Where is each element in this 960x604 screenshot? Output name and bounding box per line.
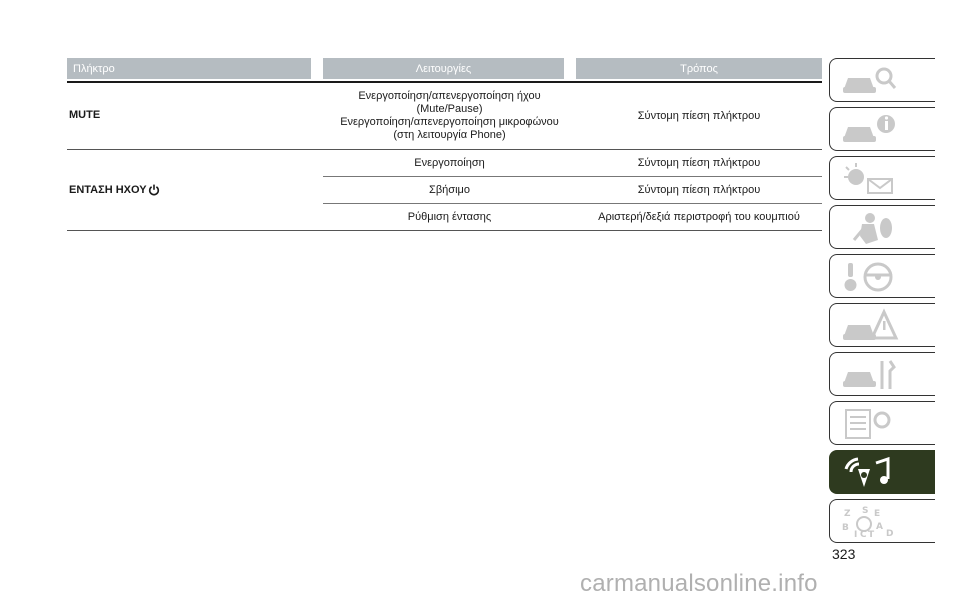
svg-text:I: I <box>854 530 858 540</box>
tab-maintenance[interactable] <box>829 352 935 396</box>
tab-index[interactable] <box>829 499 935 543</box>
table-row <box>323 204 822 230</box>
key-volume <box>67 150 323 230</box>
svg-text:E: E <box>874 509 881 519</box>
seat-airbag-icon <box>840 210 900 246</box>
svg-text:A: A <box>876 522 883 532</box>
function-line: (Mute/Pause) <box>416 103 483 115</box>
table-row <box>323 150 822 177</box>
steering-key-icon <box>840 259 900 295</box>
page-number: 323 <box>832 546 856 562</box>
function-cell: Ενεργοποίηση <box>414 156 485 169</box>
tab-car-search[interactable] <box>829 58 935 102</box>
tab-specs[interactable] <box>829 401 935 445</box>
key-mute: MUTE <box>69 109 101 121</box>
multimedia-music-icon <box>840 455 900 491</box>
function-line: (στη λειτουργία Phone) <box>393 129 506 141</box>
function-cell: Ρύθμιση έντασης <box>407 210 492 223</box>
function-line: Ενεργοποίηση/απενεργοποίηση ήχου <box>358 90 541 102</box>
svg-text:Z: Z <box>844 509 851 519</box>
car-search-icon <box>840 63 900 99</box>
functions-cell <box>323 90 576 142</box>
table-row <box>323 177 822 204</box>
svg-text:D: D <box>886 529 894 539</box>
tab-emergency[interactable] <box>829 303 935 347</box>
specs-list-gear-icon <box>840 406 900 442</box>
svg-text:T: T <box>868 530 875 540</box>
tab-seat-airbag[interactable] <box>829 205 935 249</box>
tab-car-info[interactable] <box>829 107 935 151</box>
tab-steering-key[interactable] <box>829 254 935 298</box>
key-volume-label: ΕΝΤΑΣΗ ΗΧΟΥ <box>69 184 147 196</box>
dashboard-lights-icon <box>840 161 900 197</box>
table-header <box>67 58 822 79</box>
method-cell: Αριστερή/δεξιά περιστροφή του κουμπιού <box>598 210 800 223</box>
svg-text:B: B <box>842 523 849 533</box>
car-info-icon <box>840 112 900 148</box>
table-row-mute <box>67 83 822 150</box>
header-functions: Λειτουργίες <box>323 58 564 79</box>
table-row <box>323 83 822 149</box>
car-maintenance-icon <box>840 357 900 393</box>
table-row-volume <box>67 150 822 231</box>
svg-text:S: S <box>862 506 869 516</box>
function-cell: Σβήσιμο <box>429 183 470 196</box>
method-cell: Σύντομη πίεση πλήκτρου <box>637 109 761 122</box>
header-method: Τρόπος <box>576 58 822 79</box>
svg-text:C: C <box>860 530 867 540</box>
tab-dashboard-lights[interactable] <box>829 156 935 200</box>
alphabetical-index-icon <box>840 504 900 540</box>
watermark: carmanualsonline.info <box>580 570 818 597</box>
tab-multimedia[interactable] <box>829 450 935 494</box>
function-line: Ενεργοποίηση/απενεργοποίηση μικροφώνου <box>340 116 559 128</box>
header-key: Πλήκτρο <box>67 58 311 79</box>
controls-table <box>67 58 822 231</box>
emergency-triangle-icon <box>840 308 900 344</box>
method-cell: Σύντομη πίεση πλήκτρου <box>637 156 761 169</box>
power-icon <box>148 184 160 196</box>
method-cell: Σύντομη πίεση πλήκτρου <box>637 183 761 196</box>
